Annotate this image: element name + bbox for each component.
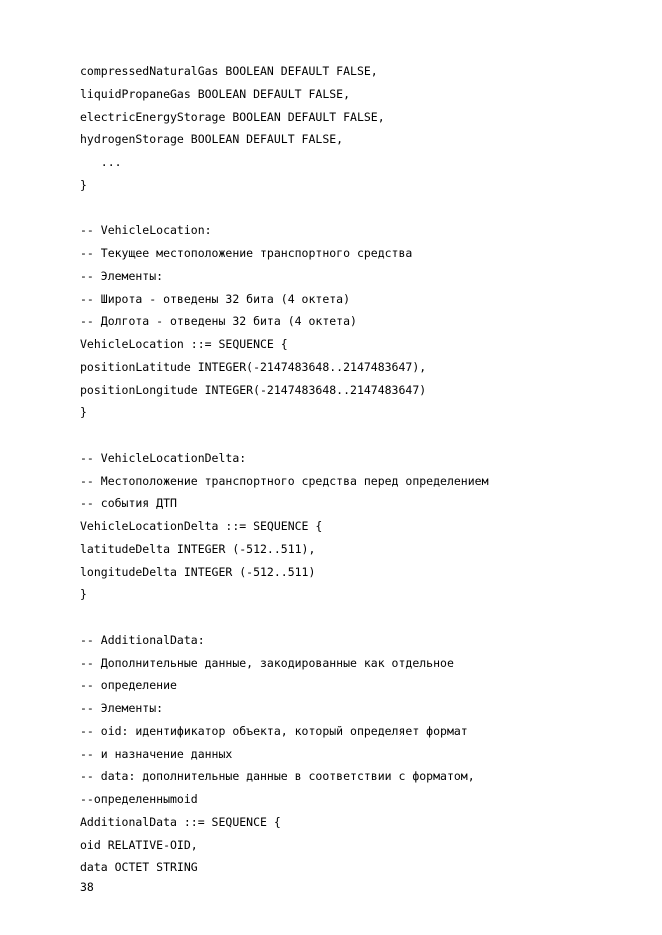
- code-comment-line: --определенныmoid: [80, 792, 198, 806]
- code-comment-line: -- VehicleLocation:: [80, 223, 212, 238]
- code-comment-line: -- Дополнительные данные, закодированные как отдельное: [80, 655, 454, 670]
- code-line: }: [80, 177, 87, 192]
- code-comment-line: -- и назначение данных: [80, 746, 233, 761]
- code-line: longitudeDelta INTEGER (-512..511): [80, 564, 316, 579]
- code-comment-line: -- события ДТП: [80, 496, 177, 511]
- blank-line: [80, 424, 642, 447]
- code-comment-line: -- data: дополнительные данные в соответствии с форматом,: [80, 769, 475, 784]
- code-line: AdditionalData ::= SEQUENCE {: [80, 814, 281, 829]
- code-comment-line: -- Текущее местоположение транспортного средства: [80, 246, 413, 260]
- code-line: }: [80, 587, 87, 602]
- code-line: positionLatitude INTEGER(-2147483648..2147483647),: [80, 359, 427, 374]
- code-line: compressedNaturalGas BOOLEAN DEFAULT FALSE,: [80, 64, 378, 78]
- code-line: latitudeDelta INTEGER (-512..511),: [80, 541, 316, 556]
- blank-line: [80, 606, 642, 629]
- code-comment-line: -- Долгота - отведены 32 бита (4 октета): [80, 314, 357, 329]
- code-line: positionLongitude INTEGER(-2147483648..2147483647): [80, 382, 427, 397]
- code-line: liquidPropaneGas BOOLEAN DEFAULT FALSE,: [80, 86, 351, 101]
- code-comment-line: -- AdditionalData:: [80, 632, 205, 647]
- code-line: VehicleLocationDelta ::= SEQUENCE {: [80, 519, 323, 533]
- code-line: hydrogenStorage BOOLEAN DEFAULT FALSE,: [80, 132, 344, 147]
- page-number: 38: [80, 880, 94, 894]
- code-comment-line: -- Элементы:: [80, 268, 164, 283]
- code-line: }: [80, 405, 87, 420]
- code-line: oid RELATIVE-OID,: [80, 837, 198, 852]
- code-comment-line: -- Элементы:: [80, 701, 164, 715]
- code-line: electricEnergyStorage BOOLEAN DEFAULT FALSE,: [80, 109, 385, 124]
- code-comment-line: -- VehicleLocationDelta:: [80, 450, 247, 465]
- code-line: VehicleLocation ::= SEQUENCE {: [80, 337, 288, 351]
- blank-line: [80, 197, 642, 220]
- code-comment-line: -- определение: [80, 678, 177, 693]
- code-comment-line: -- Местоположение транспортного средства перед определением: [80, 473, 489, 488]
- code-line: ...: [80, 155, 122, 169]
- asn1-code-block: [80, 60, 642, 879]
- code-comment-line: -- Широта - отведены 32 бита (4 октета): [80, 291, 351, 306]
- code-line: data OCTET STRING: [80, 860, 198, 875]
- code-comment-line: -- oid: идентификатор объекта, который определяет формат: [80, 723, 468, 738]
